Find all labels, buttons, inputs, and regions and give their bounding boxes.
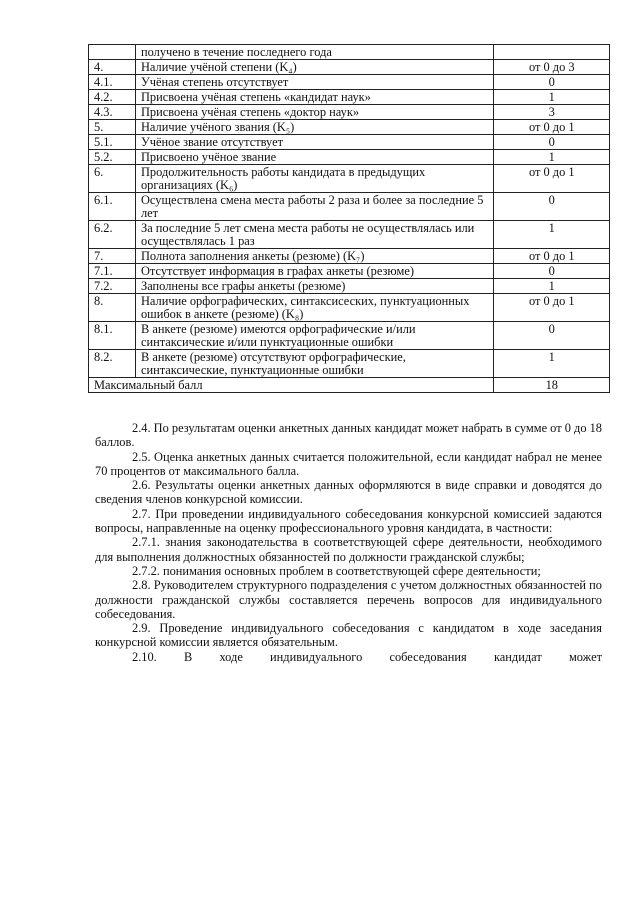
row-score: от 0 до 1 (493, 249, 609, 264)
row-score: 0 (493, 322, 609, 350)
row-description: В анкете (резюме) имеются орфографические и/или синтаксические и/или пунктуационные ошибки (135, 322, 493, 350)
row-number: 5.1. (89, 135, 136, 150)
row-number: 5. (89, 120, 136, 135)
row-number: 4.2. (89, 90, 136, 105)
row-score: 1 (493, 221, 609, 249)
row-score: 1 (493, 150, 609, 165)
row-score: 0 (493, 193, 609, 221)
paragraph-2-8: 2.8. Руководителем структурного подразделения с учетом должностных обязанностей по должности гражданской службы составляется перечень вопросов для индивидуального собеседования. (95, 578, 602, 621)
row-score: 1 (493, 350, 609, 378)
table-row (89, 322, 610, 350)
table-row (89, 135, 610, 150)
row-description: Присвоена учёная степень «доктор наук» (135, 105, 493, 120)
row-score: 0 (493, 75, 609, 90)
table-row (89, 264, 610, 279)
paragraph-2-7: 2.7. При проведении индивидуального собеседования конкурсной комиссией задаются вопросы, направленные на оценку профессионального уровня кандидата, в частности: (95, 506, 602, 536)
row-description: Учёное звание отсутствует (135, 135, 493, 150)
table-row (89, 90, 610, 105)
row-score: от 0 до 1 (493, 165, 609, 193)
paragraph-2-6: 2.6. Результаты оценки анкетных данных оформляются в виде справки и доводятся до сведения членов конкурсной комиссии. (95, 478, 602, 507)
row-description: Присвоено учёное звание (135, 150, 493, 165)
row-score: 1 (493, 279, 609, 294)
row-description: Осуществлена смена места работы 2 раза и более за последние 5 лет (135, 193, 493, 221)
row-number: 8. (89, 294, 136, 322)
row-number: 8.1. (89, 322, 136, 350)
table-row (89, 350, 610, 378)
row-description: Учёная степень отсутствует (135, 75, 493, 90)
table-row (89, 150, 610, 165)
row-number: 8.2. (89, 350, 136, 378)
table-row (89, 120, 610, 135)
row-description: Наличие учёной степени (K₄) (135, 60, 493, 75)
row-number: 6.2. (89, 221, 136, 249)
row-score: от 0 до 1 (493, 294, 609, 322)
row-description: Присвоена учёная степень «кандидат наук» (135, 90, 493, 105)
row-description: Продолжительность работы кандидата в предыдущих организациях (K₆) (135, 165, 493, 193)
table-footer-row (89, 378, 610, 393)
row-score: от 0 до 1 (493, 120, 609, 135)
row-number: 4.3. (89, 105, 136, 120)
table-row (89, 60, 610, 75)
row-description: Наличие орфографических, синтаксисеских, пунктуационных ошибок в анкете (резюме) (K₈) (135, 294, 493, 322)
row-number: 7. (89, 249, 136, 264)
row-score: 0 (493, 135, 609, 150)
paragraph-2-7-2: 2.7.2. понимания основных проблем в соответствующей сфере деятельности; (132, 563, 541, 578)
row-score: 1 (493, 90, 609, 105)
row-score (493, 45, 609, 60)
row-description: В анкете (резюме) отсутствуют орфографические, синтаксические, пунктуационные ошибки (135, 350, 493, 378)
table-row (89, 75, 610, 90)
row-score: от 0 до 3 (493, 60, 609, 75)
row-description: Наличие учёного звания (K₅) (135, 120, 493, 135)
table-row (89, 249, 610, 264)
table-row (89, 105, 610, 120)
body-text (95, 421, 602, 664)
row-number: 7.2. (89, 279, 136, 294)
paragraph-2-7-1: 2.7.1. знания законодательства в соответствующей сфере деятельности, необходимого для выполнения должностных обязанностей по должности гражданской службы; (95, 535, 602, 564)
row-score: 3 (493, 105, 609, 120)
row-score: 0 (493, 264, 609, 279)
paragraph-2-10: 2.10. В ходе индивидуального собеседования кандидат может (132, 649, 602, 664)
row-number: 7.1. (89, 264, 136, 279)
row-number: 5.2. (89, 150, 136, 165)
row-description: получено в течение последнего года (135, 45, 493, 60)
table-row (89, 294, 610, 322)
table-row (89, 221, 610, 249)
scoring-table (88, 44, 610, 393)
table-row (89, 165, 610, 193)
row-description: Отсутствует информация в графах анкеты (резюме) (135, 264, 493, 279)
row-description: Полнота заполнения анкеты (резюме) (K₇) (135, 249, 493, 264)
max-score-label: Максимальный балл (89, 378, 494, 393)
table-row (89, 279, 610, 294)
row-description: За последние 5 лет смена места работы не осуществлялась или осуществлялась 1 раз (135, 221, 493, 249)
paragraph-2-5: 2.5. Оценка анкетных данных считается положительной, если кандидат набрал не менее 70 процентов от максимального балла. (95, 449, 602, 478)
row-description: Заполнены все графы анкеты (резюме) (135, 279, 493, 294)
table-row (89, 193, 610, 221)
paragraph-2-4: 2.4. По результатам оценки анкетных данных кандидат может набрать в сумме от 0 до 18 баллов. (95, 421, 602, 450)
row-number: 6. (89, 165, 136, 193)
table-row (89, 45, 610, 60)
row-number: 6.1. (89, 193, 136, 221)
paragraph-2-9: 2.9. Проведение индивидуального собеседования с кандидатом в ходе заседания конкурсной комиссии является обязательным. (95, 621, 602, 650)
max-score-value: 18 (493, 378, 609, 393)
row-number (89, 45, 136, 60)
row-number: 4.1. (89, 75, 136, 90)
row-number: 4. (89, 60, 136, 75)
